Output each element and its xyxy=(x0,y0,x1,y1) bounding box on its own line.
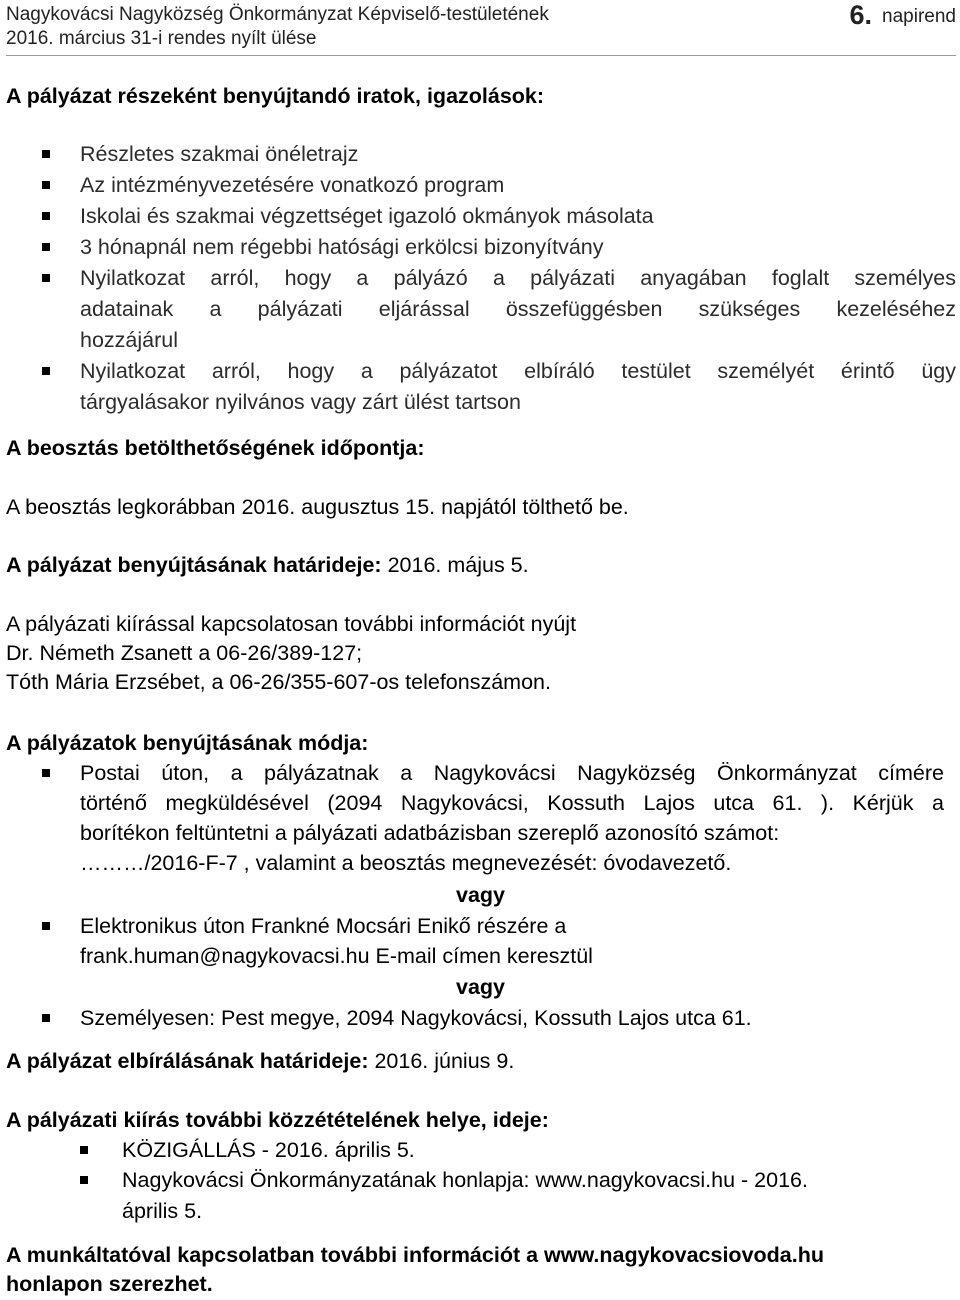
document-item-continued: hozzájárul xyxy=(80,328,178,352)
publication-item-continued: április 5. xyxy=(122,1199,203,1223)
document-item: Nyilatkozat arról, hogy a pályázó a pályázati anyagában foglalt személyes xyxy=(80,266,956,290)
submission-post: Postai úton, a pályázatnak a Nagykovácsi Nagyközség Önkormányzat címére xyxy=(80,761,944,785)
header-meeting-date: 2016. március 31-i rendes nyílt ülése xyxy=(6,28,317,49)
start-date-text: A beosztás legkorábban 2016. augusztus 15. napjától tölthető be. xyxy=(6,495,629,519)
documents-title: A pályázat részeként benyújtandó iratok, igazolások: xyxy=(6,84,545,108)
bullet-icon xyxy=(42,367,50,375)
document-item: 3 hónapnál nem régebbi hatósági erkölcsi bizonyítvány xyxy=(80,235,604,259)
submission-post-continued: borítékon feltüntetni a pályázati adatbázisban szereplő azonosító számot: xyxy=(80,821,780,845)
evaluation-deadline-label: A pályázat elbírálásának határideje: xyxy=(6,1049,369,1073)
publication-item: KÖZIGÁLLÁS - 2016. április 5. xyxy=(122,1138,415,1162)
submission-post-continued: történő megküldésével (2094 Nagykovácsi, Kossuth Lajos utca 61. ). Kérjük a xyxy=(80,791,944,815)
bullet-icon xyxy=(42,769,50,777)
bullet-icon xyxy=(80,1176,88,1184)
document-item: Részletes szakmai önéletrajz xyxy=(80,142,359,166)
info-contact: Dr. Németh Zsanett a 06-26/389-127; xyxy=(6,641,363,665)
submission-electronic: Elektronikus úton Frankné Mocsári Enikő részére a xyxy=(80,914,567,938)
bullet-icon xyxy=(42,243,50,251)
submission-deadline-label: A pályázat benyújtásának határideje: xyxy=(6,553,382,577)
publication-item: Nagykovácsi Önkormányzatának honlapja: www.nagykovacsi.hu - 2016. xyxy=(122,1168,808,1192)
agenda-word: napirend xyxy=(882,6,956,27)
info-text: A pályázati kiírással kapcsolatosan további információt nyújt xyxy=(6,612,577,636)
bullet-icon xyxy=(42,1014,50,1022)
document-item-continued: tárgyalásakor nyilvános vagy zárt ülést tartson xyxy=(80,390,521,414)
or-separator: vagy xyxy=(456,975,506,999)
header-divider xyxy=(6,55,956,56)
evaluation-deadline-value: 2016. június 9. xyxy=(368,1049,515,1073)
header-agenda xyxy=(850,0,956,31)
start-date-title: A beosztás betölthetőségének időpontja: xyxy=(6,436,425,460)
agenda-number: 6. xyxy=(849,0,873,30)
document-item: Az intézményvezetésére vonatkozó program xyxy=(80,173,505,197)
or-separator: vagy xyxy=(456,883,506,907)
evaluation-deadline xyxy=(6,1046,514,1077)
document-item: Iskolai és szakmai végzettséget igazoló okmányok másolata xyxy=(80,204,654,228)
bullet-icon xyxy=(42,274,50,282)
employer-info-continued: honlapon szerezhet. xyxy=(6,1272,213,1296)
bullet-icon xyxy=(42,181,50,189)
bullet-icon xyxy=(42,212,50,220)
document-item-continued: adatainak a pályázati eljárással összefüggésben szükséges kezeléséhez xyxy=(80,297,956,321)
submission-electronic-continued: frank.human@nagykovacsi.hu E-mail címen keresztül xyxy=(80,944,593,968)
document-item: Nyilatkozat arról, hogy a pályázatot elbíráló testület személyét érintő ügy xyxy=(80,359,956,383)
bullet-icon xyxy=(42,150,50,158)
submission-methods-title: A pályázatok benyújtásának módja: xyxy=(6,731,369,755)
bullet-icon xyxy=(42,922,50,930)
bullet-icon xyxy=(80,1146,88,1154)
employer-info: A munkáltatóval kapcsolatban további információt a www.nagykovacsiovoda.hu xyxy=(6,1243,824,1267)
submission-personal: Személyesen: Pest megye, 2094 Nagykovácsi, Kossuth Lajos utca 61. xyxy=(80,1006,752,1030)
submission-deadline xyxy=(6,550,529,581)
publication-title: A pályázati kiírás további közzétételének helye, ideje: xyxy=(6,1108,549,1132)
info-contact: Tóth Mária Erzsébet, a 06-26/355-607-os telefonszámon. xyxy=(6,670,551,694)
submission-deadline-value: 2016. május 5. xyxy=(381,553,529,577)
submission-post-continued: ………/2016-F-7 , valamint a beosztás megnevezését: óvodavezető. xyxy=(80,851,732,875)
header-council-name: Nagykovácsi Nagyközség Önkormányzat Képviselő-testületének xyxy=(6,4,549,25)
